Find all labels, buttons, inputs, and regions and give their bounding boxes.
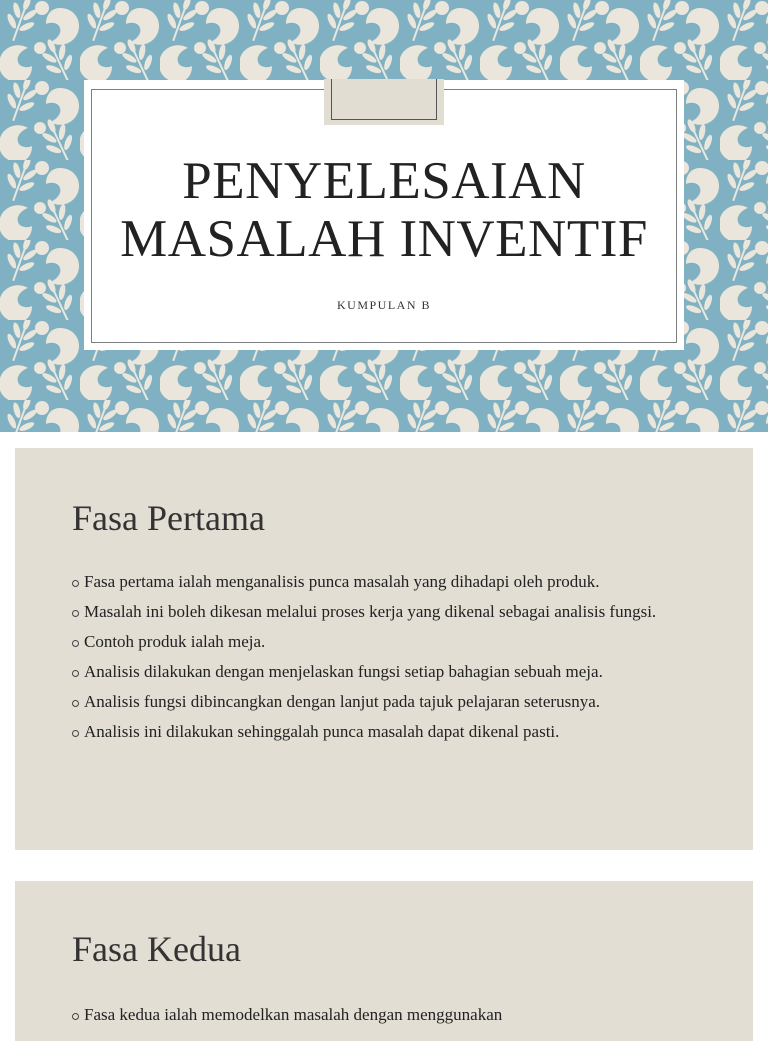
title-line-1: PENYELESAIAN bbox=[182, 152, 586, 210]
slide-title bbox=[84, 152, 684, 268]
slide-fasa-kedua bbox=[15, 881, 753, 1041]
title-slide bbox=[0, 0, 768, 432]
bullet-list bbox=[71, 1003, 693, 1033]
slide-heading: Fasa Kedua bbox=[72, 929, 241, 969]
slide-subtitle: KUMPULAN B bbox=[336, 298, 431, 312]
bullet-item: Analisis ini dilakukan sehinggalah punca masalah dapat dikenal pasti. bbox=[71, 720, 693, 744]
bullet-item: Contoh produk ialah meja. bbox=[71, 630, 693, 654]
bullet-item: Masalah ini boleh dikesan melalui proses kerja yang dikenal sebagai analisis fungsi. bbox=[71, 600, 693, 624]
bullet-item: Fasa kedua ialah memodelkan masalah dengan menggunakan bbox=[71, 1003, 693, 1027]
title-tab-decoration bbox=[324, 79, 444, 125]
slide-fasa-pertama bbox=[15, 448, 753, 850]
slide-heading: Fasa Pertama bbox=[72, 498, 265, 538]
bullet-item: Fasa pertama ialah menganalisis punca masalah yang dihadapi oleh produk. bbox=[71, 570, 693, 594]
title-card bbox=[84, 80, 684, 350]
title-line-2: MASALAH INVENTIF bbox=[120, 210, 648, 268]
bullet-item: Analisis fungsi dibincangkan dengan lanjut pada tajuk pelajaran seterusnya. bbox=[71, 690, 693, 714]
bullet-list bbox=[71, 570, 693, 750]
bullet-item: Analisis dilakukan dengan menjelaskan fungsi setiap bahagian sebuah meja. bbox=[71, 660, 693, 684]
